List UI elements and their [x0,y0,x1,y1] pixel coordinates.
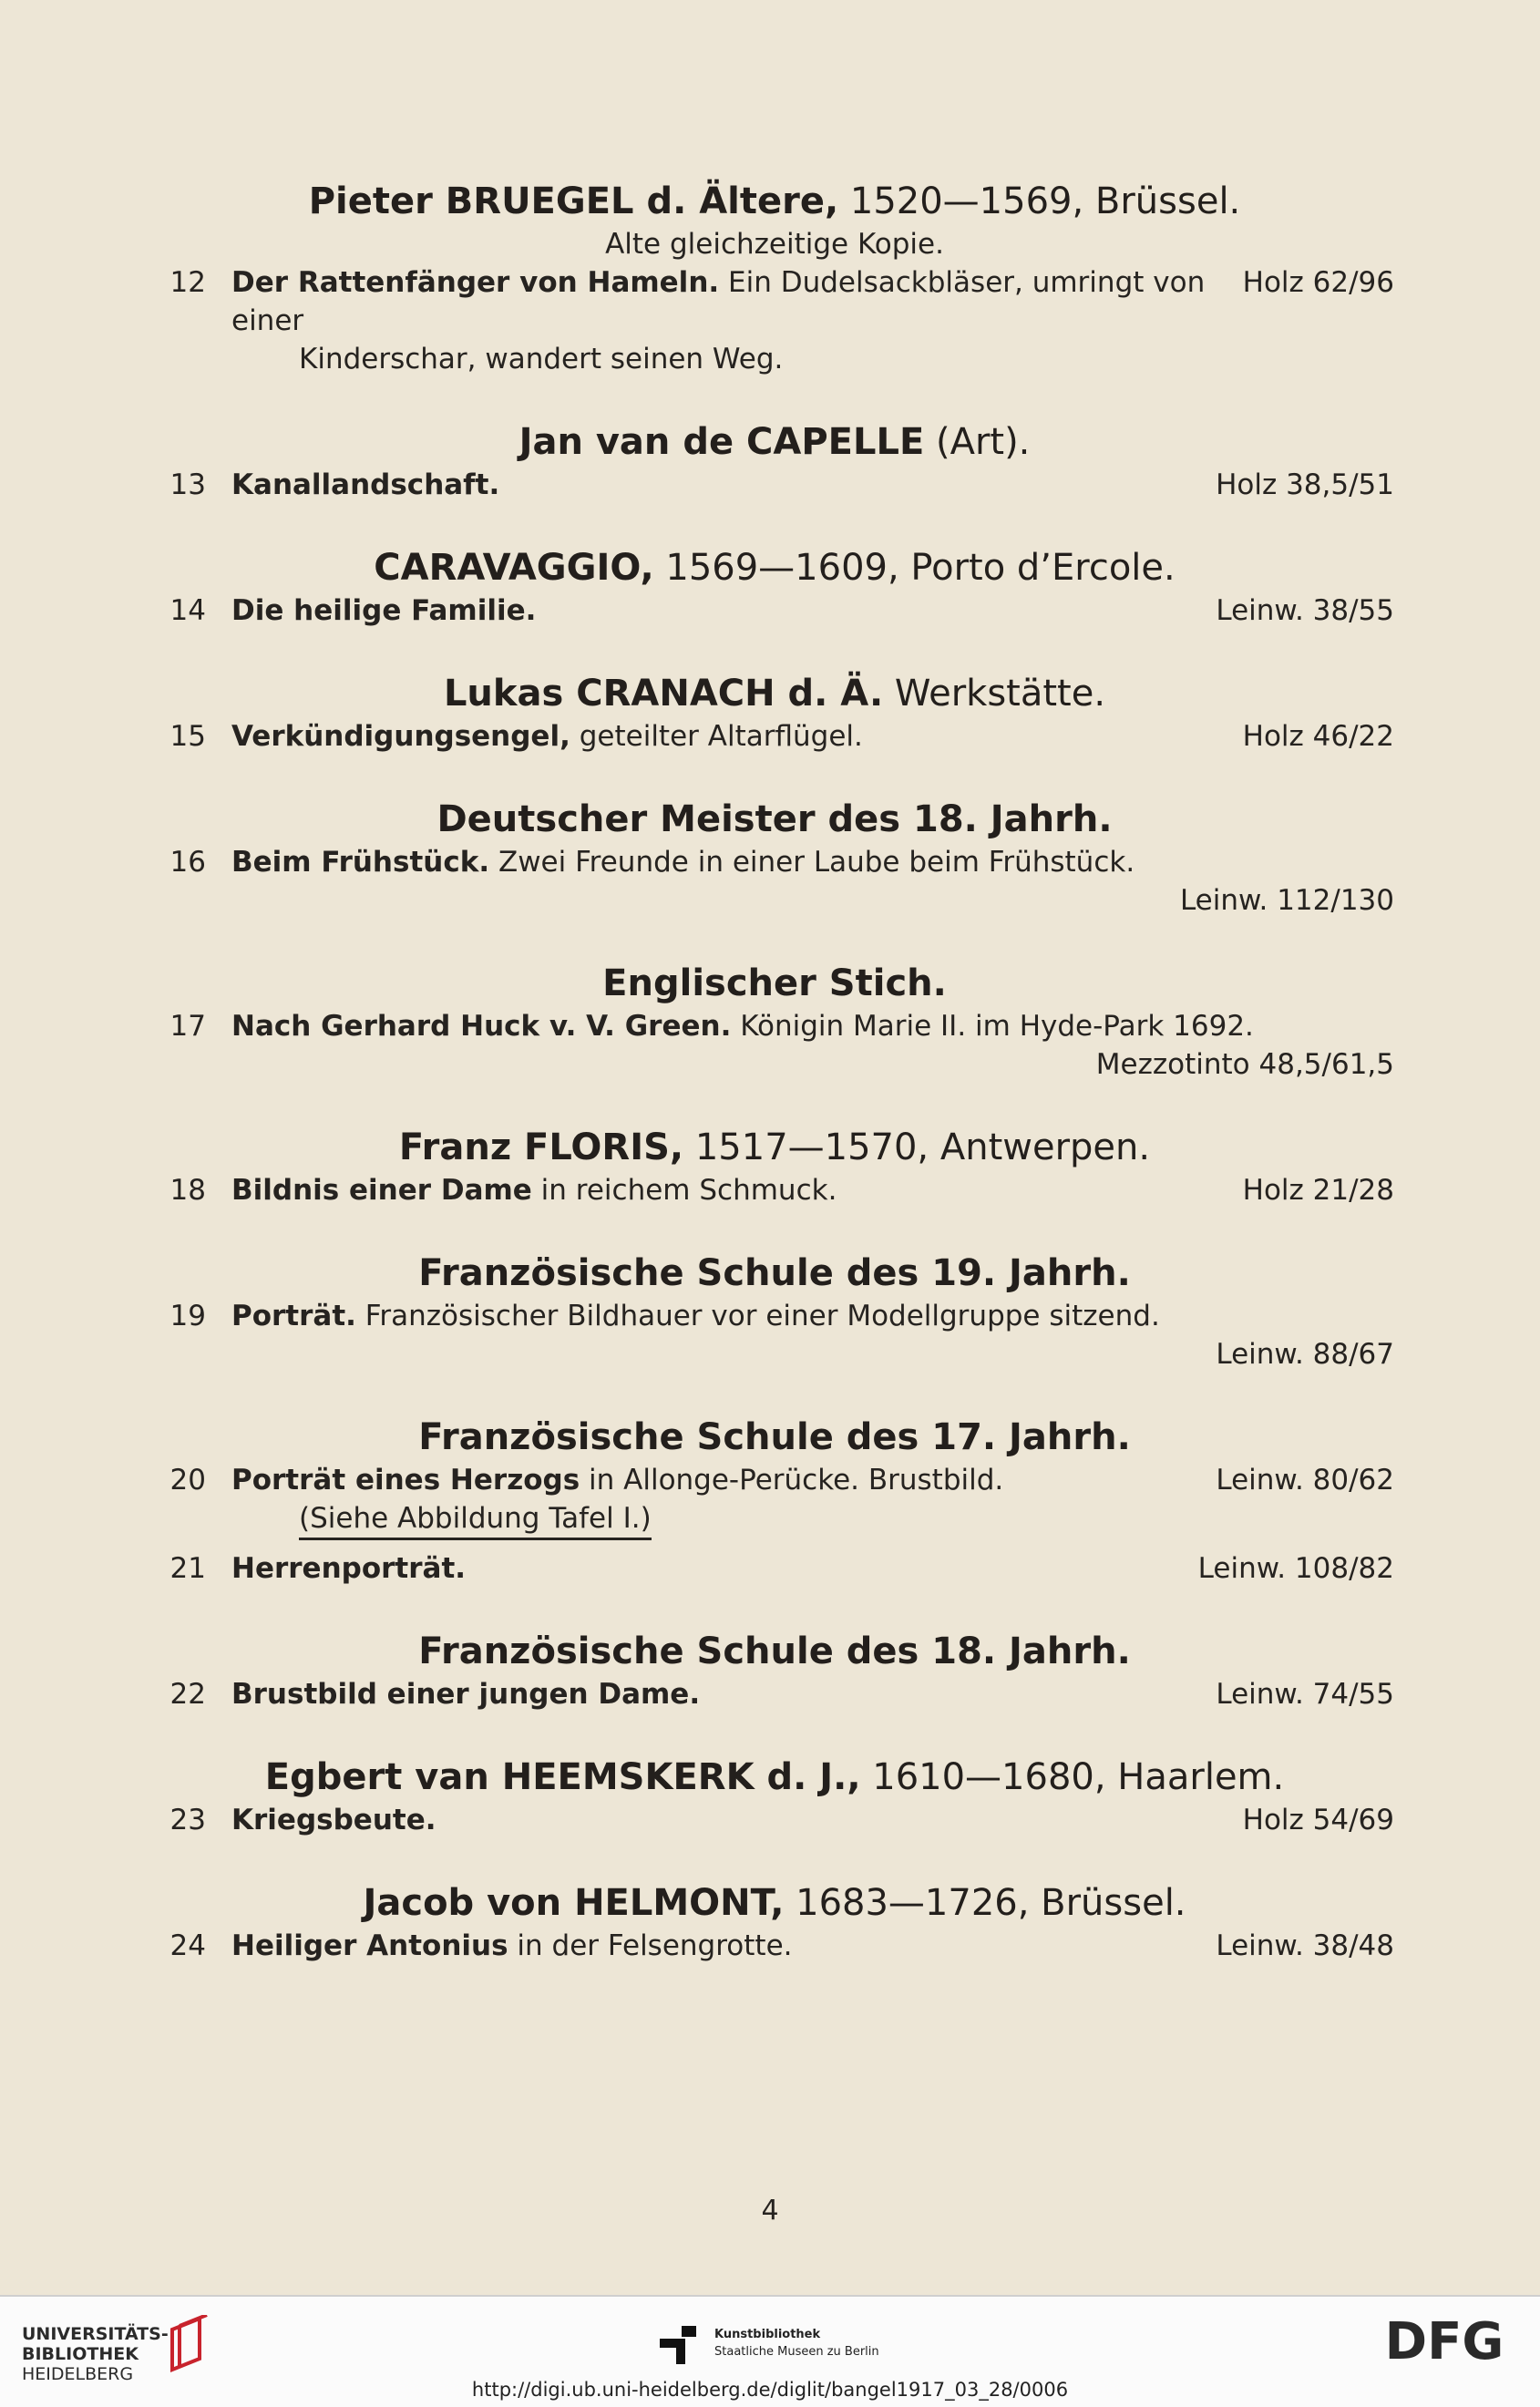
entry-description: in Allonge-Perücke. Brustbild. [580,1464,1004,1497]
artist-heading [155,1250,1394,1297]
artist-heading [155,670,1394,717]
catalog-entry [155,1675,1394,1713]
kb-line-2: Staatliche Museen zu Berlin [714,2345,879,2359]
entry-measure-line: Leinw. 112/130 [1179,884,1394,917]
entry-measure-line: Mezzotinto 48,5/61,5 [1095,1048,1394,1081]
artist-name: Franz FLORIS, [398,1126,684,1168]
entry-title: Bildnis einer Dame [231,1174,532,1207]
artist-note: Alte gleichzeitige Kopie. [605,228,944,261]
footer-bar [0,2295,1540,2407]
artist-name: Jacob von HELMONT, [363,1882,785,1924]
entry-title: Nach Gerhard Huck v. V. Green. [231,1010,732,1043]
ub-line-3: HEIDELBERG [22,2364,134,2384]
entry-measure: Holz 46/22 [1242,720,1394,753]
artist-details: 1569—1609, Porto d’Ercole. [653,547,1176,589]
artist-heading [155,1879,1394,1927]
entry-description: Zwei Freunde in einer Laube beim Frühstück. [489,846,1135,879]
artist-details: Werkstätte. [883,673,1106,715]
artist-name: Französische Schule des 17. Jahrh. [418,1416,1131,1458]
entry-number: 19 [169,1300,206,1332]
catalog-entry [155,1549,1394,1588]
artist-heading [155,178,1394,225]
dfg-logo-text: DFG [1384,2313,1504,2368]
entry-number: 15 [169,720,206,753]
entry-description: in der Felsengrotte. [508,1929,793,1962]
entry-title: Herrenporträt. [231,1552,467,1585]
catalog-entry [155,1171,1394,1209]
entry-description: Französischer Bildhauer vor einer Modellgruppe sitzend. [355,1300,1160,1332]
ub-line-1: UNIVERSITÄTS- [22,2324,169,2344]
entry-measure: Leinw. 80/62 [1216,1464,1394,1497]
entry-measure: Holz 54/69 [1242,1804,1394,1836]
entry-description: Ein Dudelsackbläser, umringt von einer [231,266,1206,337]
artist-details: (Art). [924,421,1031,463]
artist-heading [155,544,1394,591]
entry-measure: Leinw. 38/55 [1216,594,1394,627]
catalog-entry [155,1007,1394,1084]
catalog-entry [155,466,1394,504]
kunstbibliothek-logo[interactable] [658,2324,879,2370]
entry-title: Heiliger Antonius [231,1929,508,1962]
entry-title: Kriegsbeute. [231,1804,436,1836]
entry-number: 13 [169,468,206,501]
ub-line-2: BIBLIOTHEK [22,2344,139,2364]
entry-number: 14 [169,594,206,627]
entry-title: Verkündigungsengel, [231,720,570,753]
catalog-entry [155,717,1394,756]
catalog-entry [155,1927,1394,1965]
artist-name: Egbert van HEEMSKERK d. J., [264,1756,861,1798]
kunstbibliothek-icon [658,2324,700,2366]
entry-continuation [231,1499,1394,1540]
entry-measure-line: Leinw. 88/67 [1216,1338,1394,1371]
artist-heading [155,1628,1394,1675]
entry-number: 16 [169,846,206,879]
artist-heading [155,1124,1394,1171]
entry-measure: Holz 21/28 [1242,1174,1394,1207]
entry-number: 21 [169,1552,206,1585]
ub-heidelberg-logo-text[interactable] [22,2324,169,2384]
entry-title: Beim Frühstück. [231,846,490,879]
dfg-logo[interactable] [1371,2313,1517,2368]
catalog-entry [155,1461,1394,1540]
entry-title: Die heilige Familie. [231,594,537,627]
entry-description: geteilter Altarflügel. [570,720,863,753]
entry-number: 12 [169,266,206,299]
entry-number: 17 [169,1010,206,1043]
artist-name: Jan van de CAPELLE [518,421,925,463]
entry-number: 24 [169,1929,206,1962]
catalog-entry [155,1297,1394,1373]
entry-number: 18 [169,1174,206,1207]
catalog-entry [155,263,1394,378]
kb-line-1: Kunstbibliothek [714,2328,821,2341]
entry-number: 20 [169,1464,206,1497]
entry-measure: Holz 62/96 [1242,266,1394,299]
catalog-entry [155,1801,1394,1839]
ub-logo-icon [159,2315,214,2373]
artist-details: 1517—1570, Antwerpen. [683,1126,1151,1168]
entry-title: Brustbild einer jungen Dame. [231,1678,701,1711]
entry-number: 22 [169,1678,206,1711]
plate-reference: (Siehe Abbildung Tafel I.) [299,1499,652,1540]
entry-description: Königin Marie II. im Hyde-Park 1692. [731,1010,1254,1043]
artist-heading [155,418,1394,466]
artist-name: Deutscher Meister des 18. Jahrh. [436,798,1113,840]
artist-name: Lukas CRANACH d. Ä. [443,673,884,715]
entry-description: in reichem Schmuck. [531,1174,837,1207]
catalog-content [155,178,1394,1965]
entry-measure: Leinw. 38/48 [1216,1929,1394,1962]
entry-continuation-text: Kinderschar, wandert seinen Weg. [299,343,784,375]
artist-name: Englischer Stich. [602,962,947,1004]
artist-heading [155,960,1394,1007]
artist-heading [155,796,1394,843]
artist-details: 1520—1569, Brüssel. [838,180,1241,222]
entry-continuation [231,340,1394,378]
artist-heading [155,1754,1394,1801]
artist-details: 1683—1726, Brüssel. [784,1882,1186,1924]
entry-title: Porträt. [231,1300,356,1332]
entry-measure: Holz 38,5/51 [1216,468,1394,501]
entry-number: 23 [169,1804,206,1836]
page-number: 4 [761,2195,779,2227]
artist-details: 1610—1680, Haarlem. [860,1756,1285,1798]
artist-name: CARAVAGGIO, [374,547,654,589]
entry-measure: Leinw. 74/55 [1216,1678,1394,1711]
entry-measure: Leinw. 108/82 [1197,1552,1394,1585]
catalog-entry [155,843,1394,920]
source-url[interactable]: http://digi.ub.uni-heidelberg.de/diglit/bangel1917_03_28/0006 [471,2379,1069,2401]
catalog-entry [155,591,1394,630]
artist-name: Pieter BRUEGEL d. Ältere, [308,180,839,222]
entry-title: Porträt eines Herzogs [231,1464,580,1497]
artist-heading [155,1414,1394,1461]
entry-title: Kanallandschaft. [231,468,500,501]
artist-name: Französische Schule des 18. Jahrh. [418,1630,1131,1672]
artist-name: Französische Schule des 19. Jahrh. [418,1252,1131,1294]
entry-title: Der Rattenfänger von Hameln. [231,266,720,299]
